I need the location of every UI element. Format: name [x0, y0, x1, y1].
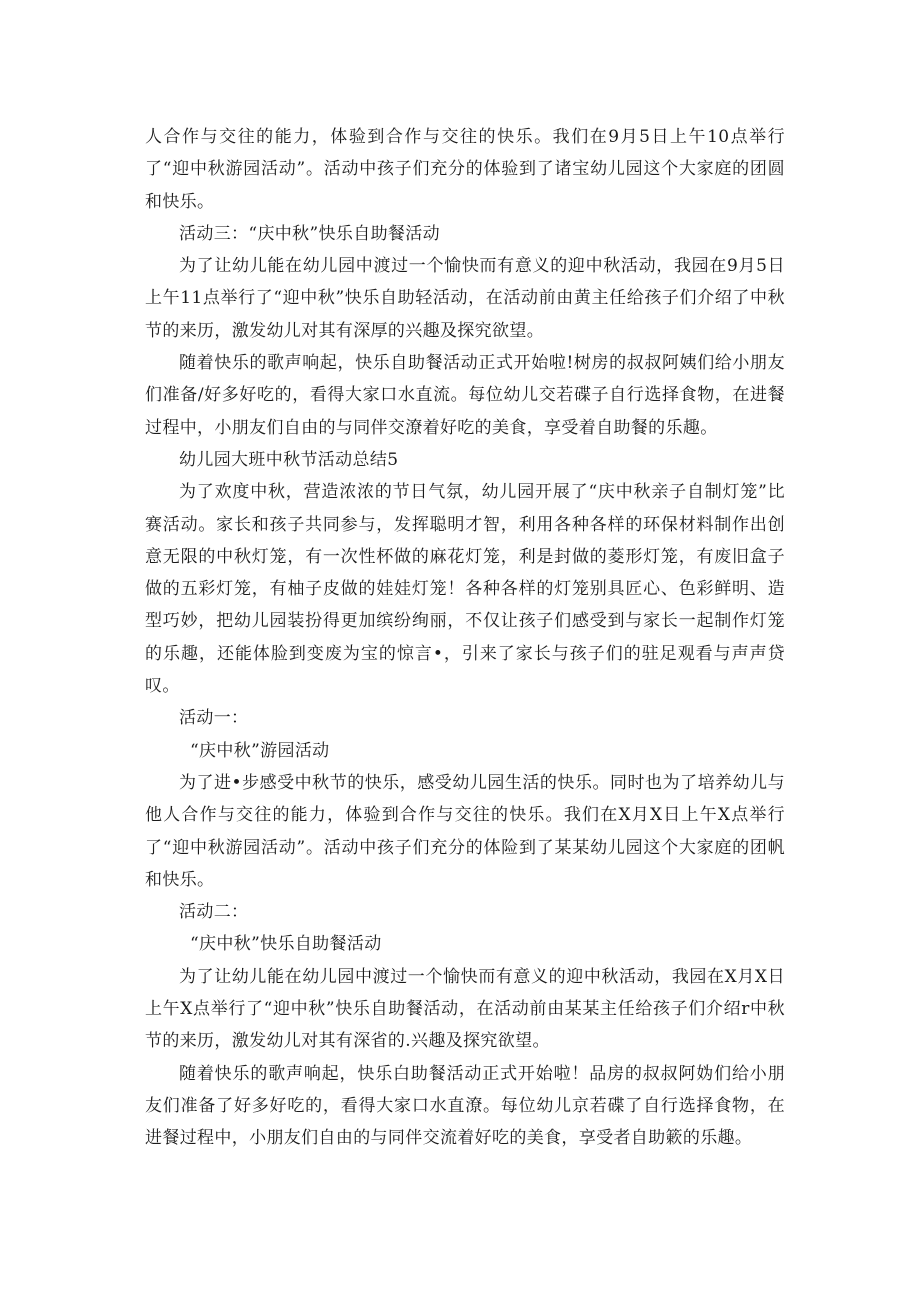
paragraph-lantern-contest: 为了欢度中秋，营造浓浓的节日气氛，幼儿园开展了“庆中秋亲子自制灯笼”比赛活动。家长和孩子共同参与，发挥聪明才智，利用各种各样的环保材料制作出创意无限的中秋灯笼，有一次性杯做的麻花灯笼，利是封做的菱形灯笼，有废旧盒子做的五彩灯笼，有柚子皮做的娃娃灯笼！各种各样的灯笼别具匠心、色彩鲜明、造型巧妙，把幼儿园装扮得更加缤纷绚丽，不仅让孩子们感受到与家长一起制作灯笼的乐趣，还能体脸到变废为宝的惊言•，引来了家长与孩子们的驻足观看与声声贷叹。 [145, 482, 785, 697]
paragraph-activity-three-buffet: 随着快乐的歌声响起，快乐自助餐活动正式开始啦!树房的叔叔阿姨们给小朋友们准备/好多好吃的，看得大家口水直流。每位幼儿交若碟子自行选择食物，在进餐过程中，小朋友们自由的与同伴交潦着好吃的美食，享受着自助餐的乐趣。 [145, 353, 785, 438]
section-heading-summary-5: 幼儿园大班中秋节活动总结5 [179, 449, 399, 470]
subheading-garden-party: “庆中秋”游园活动 [190, 740, 330, 761]
document-body [145, 121, 785, 1155]
paragraph-garden-party: 为了进•步感受中秋节的快乐，感受幼儿园生活的快乐。同时也为了培养幼儿与他人合作与交往的能力，体验到合作与交往的快乐。我们在X月X日上午X点举行了“迎中秋游园活动”。活动中孩子们充分的体险到了某某幼儿园这个大家庭的团帆和快乐。 [145, 772, 785, 890]
paragraph-continuation: 人合作与交往的能力，体验到合作与交往的快乐。我们在9月5日上午10点举行了“迎中秋游园活动”。活动中孩子们充分的体验到了诸宝幼儿园这个大家庭的团圆和快乐。 [145, 127, 785, 212]
section-heading-activity-three: 活动三：“庆中秋”快乐自助餐活动 [179, 223, 440, 244]
paragraph-buffet-event: 随着快乐的歌声响起，快乐白助餐活动正式开始啦！品房的叔叔阿妫们给小朋友们准备了好多好吃的，看得大家口水直潦。每位幼儿京若碟了自行选择食物，在进餐过程中，小朋友们自由的与同伴交流着好吃的美食，享受者自助簌的乐趣。 [145, 1063, 785, 1149]
section-heading-activity-one: 活动一： [179, 708, 249, 729]
subheading-buffet: “庆中秋”快乐自助餐活动 [190, 934, 382, 955]
paragraph-buffet-intro: 为了让幼儿能在幼儿园中渡过一个愉快而有意义的迎中秋活动，我园在X月X日上午X点举行了“迎中秋”快乐自助餐活动，在活动前由某某主任给孩子们介绍r中秋节的来历，激发幼儿对其有深省的.兴趣及探究欲望。 [145, 966, 785, 1052]
paragraph-activity-three-intro: 为了让幼儿能在幼儿园中渡过一个愉快而有意义的迎中秋活动，我园在9月5日上午11点举行了“迎中秋”快乐自助轻活动，在活动前由黄主任给孩子们介绍了中秋节的来历，激发幼儿对其有深厚的兴趣及探究欲望。 [145, 256, 785, 341]
section-heading-activity-two: 活动二： [179, 902, 249, 923]
